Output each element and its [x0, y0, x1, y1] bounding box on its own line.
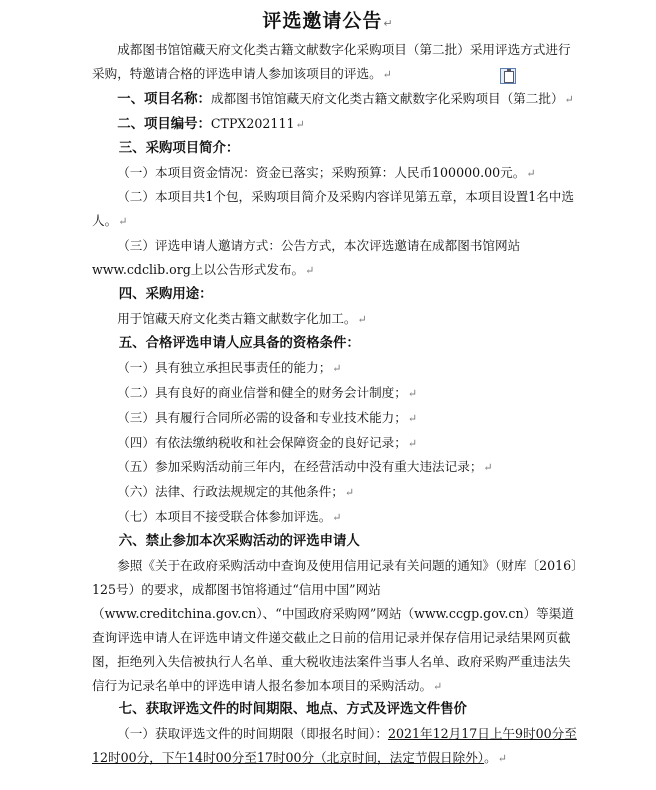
document-body	[92, 38, 582, 771]
section-heading-3: 三、采购项目简介：	[118, 140, 240, 156]
document-title-text: 评选邀请公告	[262, 10, 383, 32]
paragraph-mark: ↵	[383, 17, 394, 30]
invitation-method: （三）评选申请人邀请方式：公告方式，本次评选邀请在成都图书馆网站www.cdclib.org上以公告形式发布。↵	[92, 238, 521, 278]
qualification-item: （七）本项目不接受联合体参加评选。↵	[117, 509, 342, 525]
section-heading-5: 五、合格评选申请人应具备的资格条件：	[118, 335, 360, 351]
project-number: 二、项目编号：CTPX202111↵	[117, 115, 305, 132]
package-info: （二）本项目共1个包，采购项目简介及采购内容详见第五章，本项目设置1名中选人。↵	[92, 189, 574, 229]
section-heading-4: 四、采购用途：	[118, 287, 213, 303]
qualification-item: （三）具有履行合同所必需的设备和专业技术能力；↵	[117, 409, 418, 425]
funding-info: （一）本项目资金情况：资金已落实；采购预算：人民币100000.00元。↵	[117, 164, 536, 180]
document-title	[0, 6, 656, 33]
section-heading-6: 六、禁止参加本次采购活动的评选申请人	[118, 534, 360, 550]
intro-paragraph: 成都图书馆馆藏天府文化类古籍文献数字化采购项目（第二批）采用评选方式进行采购，特邀请合格的评选申请人参加该项目的评选。↵	[92, 42, 571, 81]
project-name: 一、项目名称：成都图书馆馆藏天府文化类古籍文献数字化采购项目（第二批）↵	[117, 90, 574, 107]
section-heading-7: 七、获取评选文件的时间期限、地点、方式及评选文件售价	[118, 702, 467, 718]
qualification-item: （六）法律、行政法规规定的其他条件；↵	[117, 484, 355, 500]
qualification-item: （四）有依法缴纳税收和社会保障资金的良好记录；↵	[117, 434, 418, 450]
registration-period: （一）获取评选文件的时间期限（即报名时间）：2021年12月17日上午9时00分至12时00分，下午14时00分至17时00分（北京时间，法定节假日除外）。↵	[92, 726, 577, 766]
qualification-item: （二）具有良好的商业信誉和健全的财务会计制度；↵	[117, 384, 418, 400]
qualification-item: （五）参加采购活动前三年内，在经营活动中没有重大违法记录；↵	[117, 459, 493, 475]
qualification-item: （一）具有独立承担民事责任的能力；↵	[117, 359, 342, 375]
purpose-text: 用于馆藏天府文化类古籍文献数字化加工。↵	[117, 310, 367, 326]
credit-check-paragraph: 参照《关于在政府采购活动中查询及使用信用记录有关问题的通知》（财库〔2016〕125号）的要求，成都图书馆将通过“信用中国”网站（www.creditchina.gov.cn）、“中国政府采购网”网站（www.ccgp.gov.cn）等渠道查询评选申请人在评选申请文件递交截止之日前的信用记录并保存信用记录结果网页截图，拒绝列入失信被执行人名单、重大税收违法案件当事人名单、政府采购严重违法失信行为记录名单中的评选申请人报名参加本项目的采购活动。↵	[92, 558, 578, 693]
